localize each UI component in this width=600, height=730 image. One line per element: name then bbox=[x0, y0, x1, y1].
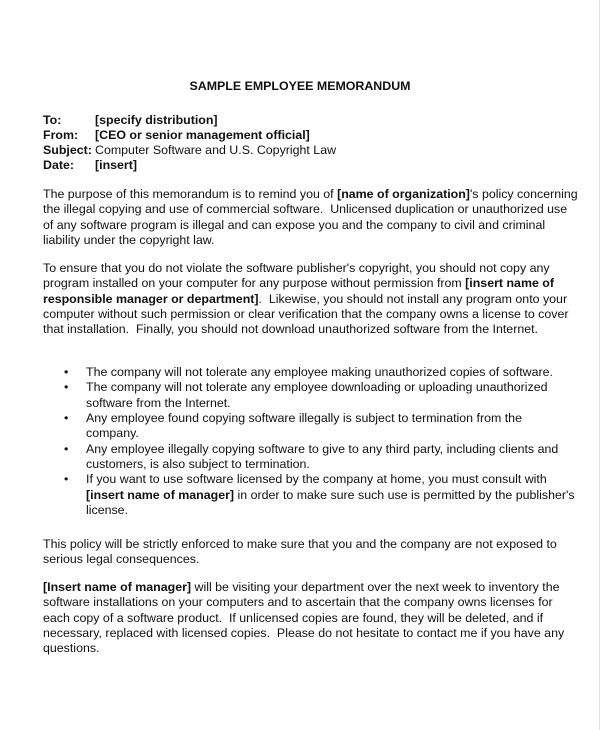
memo-title: SAMPLE EMPLOYEE MEMORANDUM bbox=[189, 79, 411, 93]
bullet-item bbox=[43, 365, 563, 380]
text-segment: questions. bbox=[43, 641, 100, 656]
text-segment: of any software program is illegal and can expose you and the company to civil and criminal bbox=[43, 217, 546, 232]
text-segment: customers, is also subject to termination. bbox=[86, 457, 310, 472]
text-line bbox=[86, 442, 563, 457]
text-segment: license. bbox=[86, 503, 129, 518]
text-segment: software installations on your computers and to ascertain that the company owns licenses for bbox=[43, 595, 553, 610]
text-segment: . Likewise, you should not install any program onto your bbox=[258, 291, 568, 306]
text-segment: If you want to use software licensed by the company at home, you must consult with bbox=[86, 472, 547, 487]
paragraph-purpose bbox=[43, 187, 578, 248]
header-row-subject bbox=[43, 143, 336, 158]
text-line bbox=[43, 580, 564, 595]
bullet-item bbox=[43, 442, 563, 473]
text-line bbox=[43, 641, 564, 656]
placeholder-text: [name of organization] bbox=[337, 187, 470, 201]
text-segment: This policy will be strictly enforced to make sure that you and the company are not exposed to bbox=[43, 537, 557, 551]
header-value: [CEO or senior management official] bbox=[95, 128, 310, 142]
text-line bbox=[43, 611, 564, 626]
bullet-icon: • bbox=[64, 365, 69, 379]
header-row-to bbox=[43, 113, 336, 128]
text-line bbox=[43, 322, 568, 337]
text-segment: in order to make sure such use is permitted by the publisher's bbox=[234, 487, 575, 502]
text-line bbox=[43, 187, 578, 202]
text-line bbox=[86, 472, 563, 487]
placeholder-text: [insert name of manager] bbox=[86, 487, 235, 502]
text-segment: that installation. Finally, you should not download unauthorized software from the Internet. bbox=[43, 322, 538, 337]
text-line bbox=[43, 233, 578, 248]
text-line bbox=[86, 411, 563, 426]
header-value: Computer Software and U.S. Copyright Law bbox=[95, 143, 337, 157]
text-segment: The purpose of this memorandum is to remind you of bbox=[43, 187, 338, 201]
bullet-icon: • bbox=[64, 441, 69, 456]
paragraph-copyright bbox=[43, 261, 568, 338]
text-line bbox=[86, 380, 563, 395]
text-line bbox=[86, 503, 563, 518]
text-segment: necessary, replaced with licensed copies. Please do not hesitate to contact me if you have any bbox=[43, 626, 565, 641]
placeholder-text: [insert name of bbox=[465, 276, 554, 291]
text-segment: program installed on your computer for any purpose without permission from bbox=[43, 276, 466, 291]
text-line bbox=[86, 487, 575, 503]
text-segment: will be visiting your department over the next week to inventory the bbox=[191, 580, 560, 594]
text-segment: software from the Internet. bbox=[86, 395, 231, 410]
text-segment: the illegal copying and use of commercial software. Unlicensed duplication or unauthorized use bbox=[43, 202, 568, 217]
text-line bbox=[86, 426, 563, 441]
bullet-item bbox=[43, 472, 575, 518]
placeholder-text: responsible manager or department] bbox=[43, 291, 259, 306]
bullet-item bbox=[43, 411, 563, 442]
text-line bbox=[43, 261, 568, 276]
text-line bbox=[86, 396, 563, 411]
text-segment: serious legal consequences. bbox=[43, 552, 200, 567]
text-line bbox=[86, 365, 563, 380]
header-row-date bbox=[43, 158, 336, 173]
text-line bbox=[43, 307, 568, 322]
header-label: To: bbox=[43, 113, 62, 127]
text-segment: The company will not tolerate any employee making unauthorized copies of software. bbox=[86, 365, 553, 379]
text-line bbox=[43, 292, 568, 307]
text-segment: Any employee found copying software illegally is subject to termination from the bbox=[86, 411, 522, 426]
text-line bbox=[43, 537, 557, 552]
policy-bullet-list bbox=[43, 365, 575, 518]
bullet-icon: • bbox=[64, 411, 69, 426]
header-value: [specify distribution] bbox=[95, 113, 218, 127]
text-line bbox=[43, 552, 557, 567]
header-label: Subject: bbox=[43, 143, 92, 157]
header-label: From: bbox=[43, 128, 79, 142]
paragraph-enforcement bbox=[43, 537, 557, 568]
text-line bbox=[43, 626, 564, 641]
text-line bbox=[43, 202, 578, 217]
bullet-icon: • bbox=[64, 472, 69, 487]
text-line bbox=[86, 457, 563, 472]
text-segment: liability under the copyright law. bbox=[43, 233, 215, 248]
text-line bbox=[43, 218, 578, 233]
header-value: [insert] bbox=[95, 158, 137, 172]
memo-header bbox=[43, 113, 336, 173]
placeholder-text: [Insert name of manager] bbox=[43, 580, 192, 594]
text-segment: To ensure that you do not violate the software publisher's copyright, you should not copy any bbox=[43, 261, 550, 275]
text-segment: computer without such permission or clear verification that the company owns a license to cover bbox=[43, 307, 569, 322]
bullet-item bbox=[43, 380, 563, 411]
header-row-from bbox=[43, 128, 336, 143]
text-line bbox=[43, 276, 568, 291]
paragraph-inventory bbox=[43, 580, 564, 657]
header-label: Date: bbox=[43, 158, 74, 172]
text-segment: company. bbox=[86, 426, 139, 441]
text-segment: 's policy concerning bbox=[469, 187, 578, 201]
bullet-icon: • bbox=[64, 380, 69, 395]
text-segment: each copy of a software product. If unlicensed copies are found, they will be deleted, and if bbox=[43, 610, 544, 625]
text-segment: Any employee illegally copying software to give to any third party, including clients and bbox=[86, 441, 559, 456]
text-line bbox=[43, 595, 564, 610]
text-segment: The company will not tolerate any employee downloading or uploading unauthorized bbox=[86, 380, 548, 395]
